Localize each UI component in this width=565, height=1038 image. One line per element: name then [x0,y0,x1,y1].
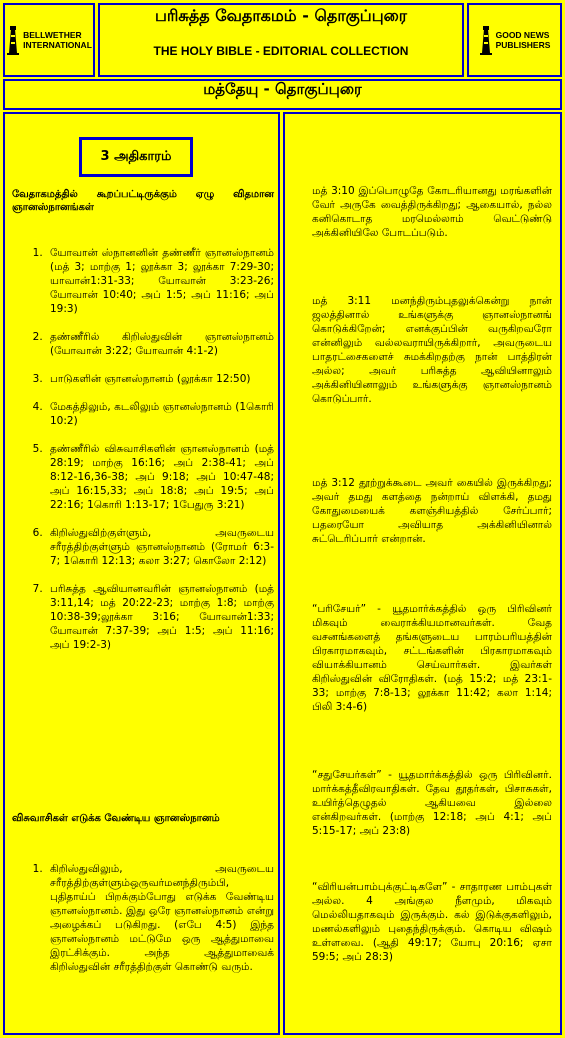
left-logo-line2: INTERNATIONAL [23,40,92,50]
good-news-logo [469,5,560,75]
list-item: 5. தண்ணீரில் விசுவாசிகளின் ஞானஸ்நானம் (மத் 28:19; மாற்கு 16:16; அப் 2:38-41; அப் 8:12-16,36-38; அப் 9:18; அப் 10:47-48; அப் 16:15,33; அப் 18:8; அப் 19:5; அப் 22:16; 1கொரி 1:13-17; 1பேதுரு 3:21) [46,442,274,512]
verse-paragraph: மத் 3:10 இப்பொழுதே கோடரியானது மரங்களின் வேர் அருகே வைத்திருக்கிறது; ஆகையால், நல்ல கனிகொடாத மரமெல்லாம் வெட்டுண்டு அக்கினியிலே போடப்படும். [312,185,552,239]
verse-paragraph: மத் 3:11 மனந்திரும்புதலுக்கென்று நான் ஜலத்தினால் உங்களுக்கு ஞானஸ்நானங் கொடுக்கிறேன்; எனக்குப்பின் வருகிறவரோ என்னிலும் வல்லவராயிருக்கிறார், அவருடைய பாதரட்சைகளைச் சுமக்கிறதற்கு நான் பாத்திரன் அல்ல; அவர் பரிசுத்த ஆவியினாலும் அக்கினியினாலும் உங்களுக்கு ஞானஸ்நானம் கொடுப்பார். [312,295,552,405]
note-paragraph: “சதுசேயர்கள்” - யூதமார்க்கத்தில் ஒரு பிரிவினர். மார்க்கத்தீவிரவாதிகள். தேவ தூதர்கள், பிசாசுகள், உயிர்த்தெழுதல் ஆகியவை இல்லை என்கிறவர்கள். (மாற்கு 12:18; அப் 4:1; அப் 5:15-17; அப் 23:8) [312,769,552,837]
note-paragraph: “பரிசேயர்” - யூதமார்க்கத்தில் ஒரு பிரிவினர் மிகவும் வைராக்கியமானவர்கள். வேத வசனங்களைத் தங்களுடைய பாரம்பரியத்தின் பிரகாரமாகவும், சட்டங்களின் பிரகாரமாகவும் வியாக்கியானம் செய்வார்கள். இவர்கள் கிறிஸ்துவின் விரோதிகள். (மத் 15:2; மத் 23:1-33; மாற்கு 7:8-13; லூக்கா 11:42; கலா 1:14; பிலி 3:4-6) [312,603,552,713]
bellwether-logo [5,5,93,75]
note-paragraph: “விரியன்பாம்புக்குட்டிகளே” - சாதாரண பாம்புகள் அல்ல. 4 அங்குல நீளமும், மிகவும் மெல்லியதாகவும் இருக்கும். கல் இடுக்குகளிலும், மணல்களிலும் புதைந்திருக்கும். கொடிய விஷம் உள்ளவை. (ஆதி 49:17; யோபு 20:16; ஏசா 59:5; அப் 28:3) [312,881,552,963]
left-logo-line1: BELLWETHER [23,30,82,40]
believers-baptism-list [12,862,274,974]
page-title-tamil: பரிசுத்த வேதாகமம் - தொகுப்புரை [154,6,408,25]
section-title-seven-baptisms: வேதாகமத்தில் கூறப்பட்டிருக்கும் ஏழு விதமான ஞானஸ்நானங்கள் [12,189,274,213]
list-item: 7. பரிசுத்த ஆவியானவரின் ஞானஸ்நானம் (மத் 3:11,14; மத் 20:22-23; மாற்கு 1:8; மாற்கு 10:38-39;லூக்கா 3:16; யோவான்1:33; யோவான் 7:37-39; அப் 1:5; அப் 11:16; அப் 19:2-3) [46,582,274,652]
list-item: 2. தண்ணீரில் கிறிஸ்துவின் ஞானஸ்நானம் (யோவான் 3:22; யோவான் 4:1-2) [46,330,274,358]
right-logo-line1: GOOD NEWS [495,30,550,40]
lighthouse-icon [479,25,493,55]
verse-paragraph: மத் 3:12 தூற்றுக்கூடை அவர் கையில் இருக்கிறது; அவர் தமது களத்தை நன்றாய் விளக்கி, தமது கோதுமையைக் களஞ்சியத்தில் சேர்ப்பார்; பதரையோ அவியாத அக்கினியினால் சுட்டெரிப்பார் என்றான். [312,477,552,545]
right-logo-line2: PUBLISHERS [495,40,551,50]
list-item: 6. கிறிஸ்துவிற்குள்ளும், அவருடைய சரீரத்திற்குள்ளும் ஞானஸ்நானம் (ரோமர் 6:3-7; 1கொரி 12:13; கலா 3:27; கொலோ 2:12) [46,526,274,568]
section-title-believers-baptism: விசுவாசிகள் எடுக்க வேண்டிய ஞானஸ்நானம் [12,813,220,824]
list-item: 3. பாடுகளின் ஞானஸ்நானம் (லூக்கா 12:50) [46,372,274,386]
lighthouse-icon [6,25,20,55]
book-subtitle: மத்தேயு - தொகுப்புரை [203,80,362,98]
list-item: 1. கிறிஸ்துவிலும், அவருடைய சரீரத்திற்குள்ளும்ஒருவர்மனந்திரும்பி, புதிதாய்ப் பிறக்கும்போது எடுக்க வேண்டிய ஞானஸ்நானம். இது ஒரே ஞானஸ்நானம் என்று அழைக்கப் படுகிறது. (எபே 4:5) இந்த ஞானஸ்நானம் மட்டுமே ஒரு ஆத்துமாவை இரட்சிக்கும். அந்த ஆத்துமாவைக் கிறிஸ்துவின் சரீரத்திற்குள் கொண்டு வரும். [46,862,274,974]
baptism-list [12,246,274,666]
list-item: 1. யோவான் ஸ்நானனின் தண்ணீர் ஞானஸ்நானம் (மத் 3; மாற்கு 1; லூக்கா 3; லூக்கா 7:29-30; யாவான்1:31-33; யோவான் 3:23-26; யோவான் 10:40; அப் 1:5; அப் 11:16; அப் 19:3) [46,246,274,316]
chapter-heading: 3 அதிகாரம் [79,137,193,177]
list-item: 4. மேகத்திலும், கடலிலும் ஞானஸ்நானம் (1கொரி 10:2) [46,400,274,428]
page-title-english: THE HOLY BIBLE - EDITORIAL COLLECTION [153,44,409,58]
